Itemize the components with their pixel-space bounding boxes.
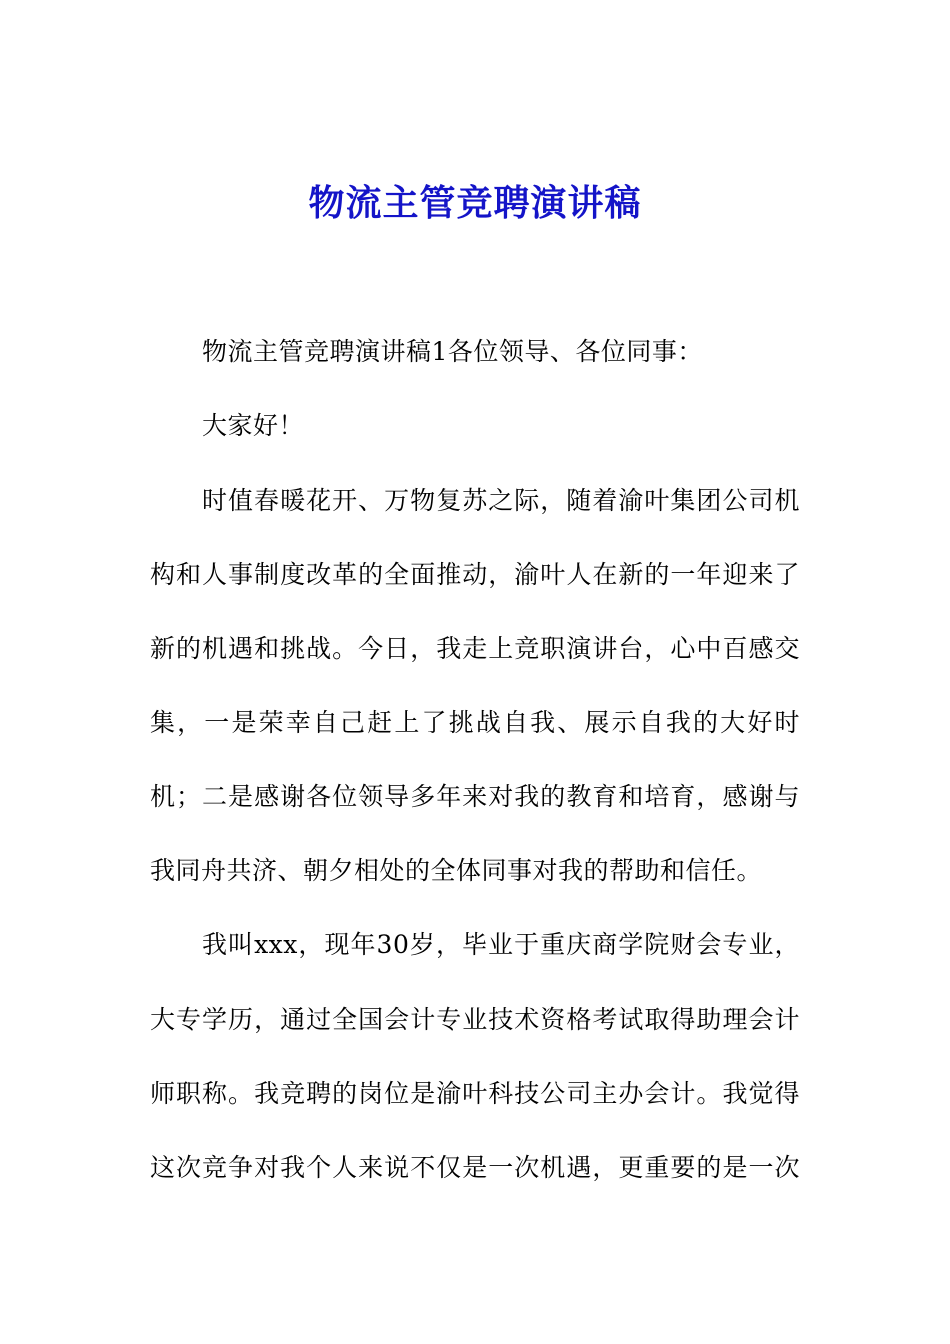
paragraph-line: 新的机遇和挑战。今日，我走上竞职演讲台，心中百感交: [150, 634, 800, 663]
paragraph-line: 集，一是荣幸自己赶上了挑战自我、展示自我的大好时: [150, 708, 800, 737]
paragraph-line: 我同舟共济、朝夕相处的全体同事对我的帮助和信任。: [150, 856, 763, 885]
paragraph-line: 物流主管竞聘演讲稿1各位领导、各位同事：: [202, 337, 703, 366]
paragraph-line: 大专学历，通过全国会计专业技术资格考试取得助理会计: [150, 1005, 800, 1034]
paragraph-line: 我叫xxx，现年30岁，毕业于重庆商学院财会专业，: [202, 930, 800, 959]
paragraph-line: 这次竞争对我个人来说不仅是一次机遇，更重要的是一次: [150, 1153, 800, 1182]
paragraph-line: 时值春暖花开、万物复苏之际，随着渝叶集团公司机: [202, 486, 800, 515]
paragraph-line: 机；二是感谢各位领导多年来对我的教育和培育，感谢与: [150, 782, 800, 811]
paragraph-line: 大家好！: [202, 411, 305, 440]
paragraph-line: 构和人事制度改革的全面推动，渝叶人在新的一年迎来了: [150, 560, 800, 589]
paragraph-line: 师职称。我竞聘的岗位是渝叶科技公司主办会计。我觉得: [150, 1079, 800, 1108]
document-title: 物流主管竞聘演讲稿: [308, 182, 642, 224]
